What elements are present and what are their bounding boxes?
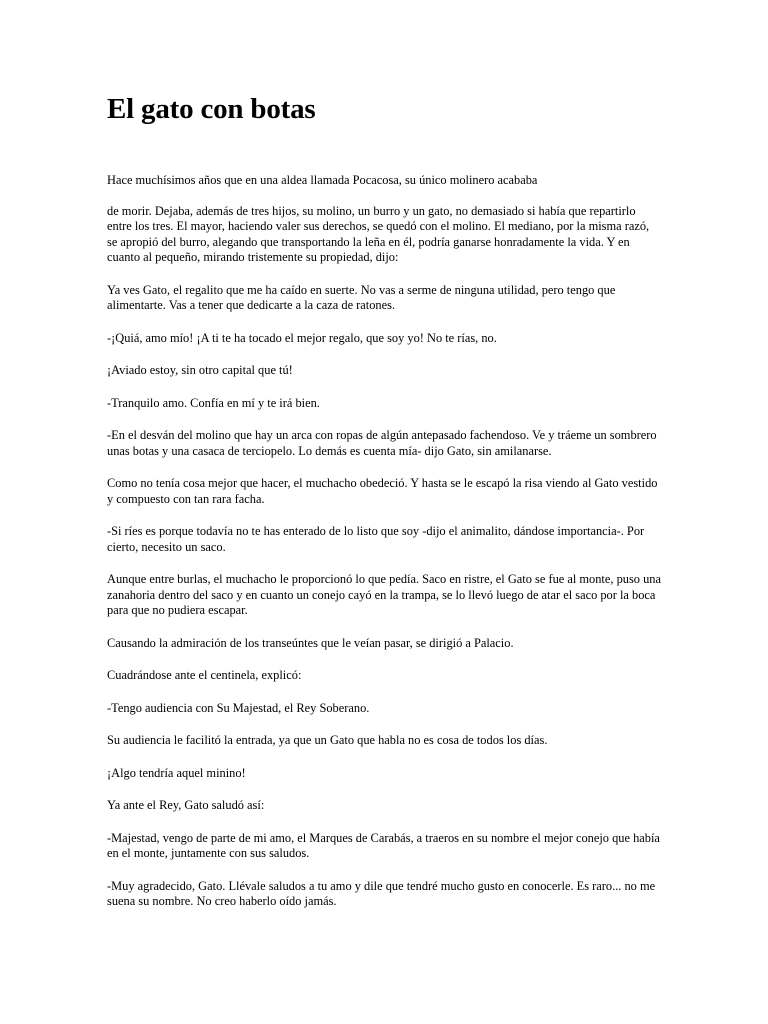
- paragraph: ¡Aviado estoy, sin otro capital que tú!: [107, 363, 293, 377]
- paragraph: -Majestad, vengo de parte de mi amo, el Marques de Carabás, a traeros en su nombre el mejor conejo que había en el monte, juntamente con sus saludos.: [107, 830, 660, 860]
- paragraph: -¡Quiá, amo mío! ¡A ti te ha tocado el mejor regalo, que soy yo! No te rías, no.: [107, 330, 497, 345]
- paragraph: -En el desván del molino que hay un arca con ropas de algún antepasado fachendoso. Ve y tráeme un sombrero unas botas y una casaca de terciopelo. Lo demás es cuenta mía- dijo Gato, sin amilanarse.: [107, 428, 657, 458]
- paragraph: -Si ríes es porque todavía no te has enterado de lo listo que soy -dijo el animalito, dándose importancia-. Por cierto, necesito un saco.: [107, 524, 645, 554]
- paragraph: Su audiencia le facilitó la entrada, ya que un Gato que habla no es cosa de todos los días.: [107, 733, 548, 747]
- paragraph: -Tranquilo amo. Confía en mí y te irá bien.: [107, 395, 320, 410]
- paragraph: ¡Algo tendría aquel minino!: [107, 765, 246, 780]
- paragraph: de morir. Dejaba, además de tres hijos, su molino, un burro y un gato, no demasiado si había que repartirlo entre los tres. El mayor, haciendo valer sus derechos, se quedó con el molino. El mediano, por la misma razó, se apropió del burro, alegando que transportando la leña en él, podría ganarse honradamente la vida. Y en cuanto al pequeño, mirando tristemente su propiedad, dijo:: [107, 203, 650, 264]
- paragraph: -Muy agradecido, Gato. Llévale saludos a tu amo y dile que tendré mucho gusto en conocerle. Es raro... no me suena su nombre. No creo haberlo oído jamás.: [107, 878, 656, 908]
- paragraph: -Tengo audiencia con Su Majestad, el Rey Soberano.: [107, 700, 370, 715]
- paragraph: Ya ves Gato, el regalito que me ha caído en suerte. No vas a serme de ninguna utilidad, pero tengo que alimentarte. Vas a tener que dedicarte a la caza de ratones.: [107, 282, 616, 312]
- paragraph: Ya ante el Rey, Gato saludó así:: [107, 798, 265, 812]
- paragraph: Hace muchísimos años que en una aldea llamada Pocacosa, su único molinero acababa: [107, 173, 538, 187]
- paragraph: Causando la admiración de los transeúntes que le veían pasar, se dirigió a Palacio.: [107, 635, 514, 650]
- document-body: [107, 90, 662, 927]
- paragraph: Cuadrándose ante el centinela, explicó:: [107, 668, 302, 682]
- document-title: El gato con botas: [107, 93, 316, 125]
- paragraph: Aunque entre burlas, el muchacho le proporcionó lo que pedía. Saco en ristre, el Gato se fue al monte, puso una zanahoria dentro del saco y en cuanto un conejo cayó en la trampa, se lo llevó luego de atar el saco por la boca para que no pudiera escapar.: [107, 572, 661, 617]
- paragraph: Como no tenía cosa mejor que hacer, el muchacho obedeció. Y hasta se le escapó la risa viendo al Gato vestido y compuesto con tan rara facha.: [107, 476, 658, 506]
